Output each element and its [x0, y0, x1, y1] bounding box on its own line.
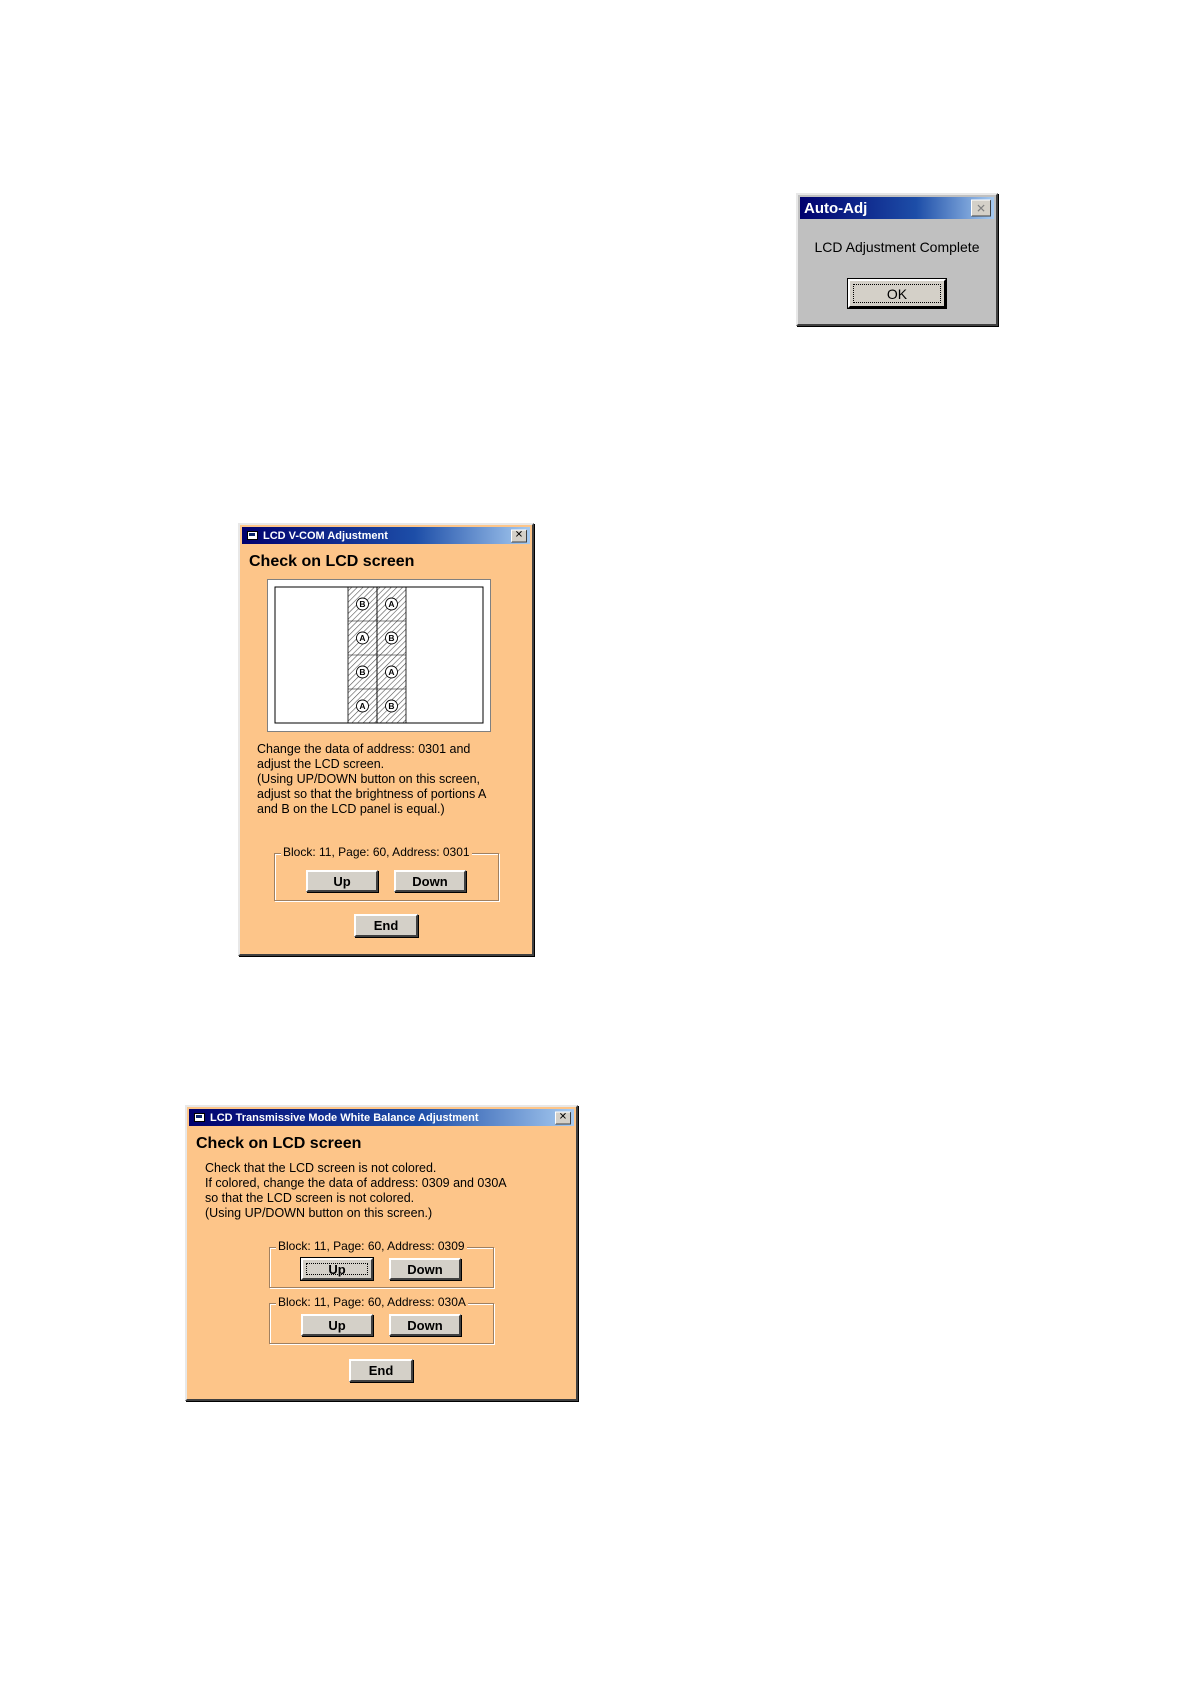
auto-adj-message: LCD Adjustment Complete — [814, 239, 980, 255]
address-030a-label: Block: 11, Page: 60, Address: 030A — [278, 1295, 466, 1309]
portion-label: B — [359, 667, 366, 678]
white-balance-instructions — [205, 1161, 507, 1221]
portion-label: A — [388, 599, 395, 610]
down-button[interactable] — [394, 870, 466, 892]
end-button[interactable] — [349, 1359, 413, 1382]
instruction-line: If colored, change the data of address: 0309 and 030A — [205, 1176, 507, 1190]
address-label: Block: 11, Page: 60, Address: 0301 — [283, 845, 470, 859]
instruction-line: Check that the LCD screen is not colored. — [205, 1161, 437, 1175]
address-0309-label: Block: 11, Page: 60, Address: 0309 — [278, 1239, 465, 1253]
instruction-line: adjust the LCD screen. — [257, 757, 385, 771]
down-button-label: Down — [407, 1317, 443, 1333]
instruction-line: (Using UP/DOWN button on this screen.) — [205, 1206, 433, 1220]
ok-button-label: OK — [886, 285, 908, 302]
address-030a-groupbox — [269, 1295, 494, 1344]
white-balance-titlebar[interactable] — [189, 1109, 574, 1126]
ok-button[interactable] — [848, 279, 946, 308]
up-button-label: Up — [333, 873, 351, 889]
close-icon[interactable]: ✕ — [511, 529, 527, 542]
down-button-label: Down — [412, 873, 448, 889]
address-0309-groupbox — [269, 1239, 494, 1288]
up-button[interactable] — [306, 870, 378, 892]
up-button-label: Up — [328, 1317, 346, 1333]
vcom-title: LCD V-COM Adjustment — [263, 529, 388, 542]
up-button-0309[interactable] — [301, 1258, 373, 1280]
white-balance-title: LCD Transmissive Mode White Balance Adjustment — [210, 1111, 479, 1124]
instruction-line: and B on the LCD panel is equal.) — [257, 802, 445, 816]
vcom-heading: Check on LCD screen — [249, 553, 415, 570]
lcd-panel-diagram — [267, 579, 491, 732]
vcom-titlebar[interactable] — [242, 527, 530, 544]
down-button-0309[interactable] — [389, 1258, 461, 1280]
instruction-line: adjust so that the brightness of portions A — [257, 787, 487, 801]
address-groupbox — [274, 845, 499, 901]
instruction-line: (Using UP/DOWN button on this screen, — [257, 772, 480, 786]
down-button-label: Down — [407, 1261, 443, 1277]
close-icon[interactable]: ✕ — [971, 200, 991, 217]
portion-label: A — [359, 633, 366, 644]
end-button[interactable] — [354, 914, 418, 937]
up-button-label: Up — [328, 1261, 346, 1277]
lcd-pattern-svg — [268, 580, 490, 731]
end-button-label: End — [368, 1363, 394, 1378]
portion-label: B — [388, 633, 395, 644]
app-icon — [247, 531, 258, 540]
auto-adj-titlebar[interactable] — [800, 197, 994, 219]
up-button-030a[interactable] — [301, 1314, 373, 1336]
portion-label: B — [388, 701, 395, 712]
portion-label: A — [388, 667, 395, 678]
white-balance-heading: Check on LCD screen — [196, 1135, 362, 1152]
auto-adj-title: Auto-Adj — [804, 199, 868, 217]
portion-label: B — [359, 599, 366, 610]
auto-adj-dialog — [796, 193, 998, 326]
vcom-instructions — [257, 742, 486, 817]
vcom-dialog — [238, 523, 534, 956]
close-icon[interactable]: ✕ — [555, 1111, 571, 1124]
portion-label: A — [359, 701, 366, 712]
white-balance-dialog — [185, 1105, 578, 1401]
app-icon — [194, 1113, 205, 1122]
instruction-line: so that the LCD screen is not colored. — [205, 1191, 415, 1205]
instruction-line: Change the data of address: 0301 and — [257, 742, 471, 756]
down-button-030a[interactable] — [389, 1314, 461, 1336]
end-button-label: End — [373, 918, 399, 933]
